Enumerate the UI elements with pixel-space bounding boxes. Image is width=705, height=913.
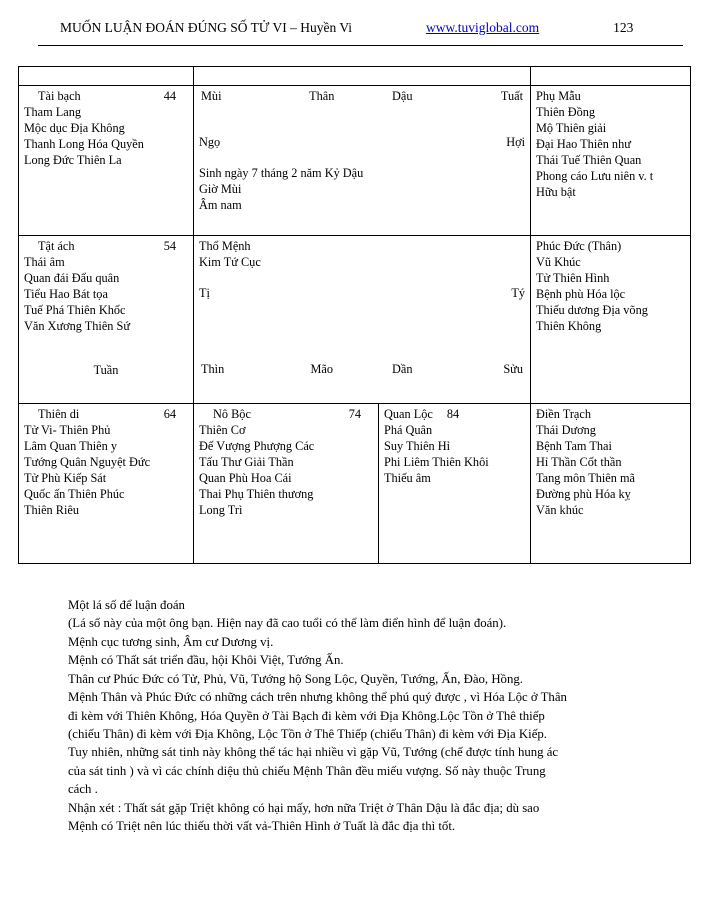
palace-quan-loc-line-1: Phá Quân <box>384 422 433 437</box>
palace-dien-trach-line-3: Hỉ Thần Cốt thần <box>536 454 622 469</box>
commentary-line-1: Một lá số để luận đoán <box>68 598 185 612</box>
branch-mao: Mão <box>310 361 334 376</box>
tuan-marker: Tuần <box>93 362 119 377</box>
birth-date-line: Sinh ngày 7 tháng 2 năm Kỷ Dậu <box>199 165 364 180</box>
chart-top-strip <box>19 67 691 86</box>
palace-quan-loc-line-2: Suy Thiên Hỉ <box>384 438 451 453</box>
birth-hour-line: Giờ Mùi <box>199 181 242 196</box>
palace-tai-bach-line-1: Tham Lang <box>24 104 82 119</box>
palace-tai-bach-line-2: Mộc dục Địa Không <box>24 120 125 135</box>
palace-phu-mau-name: Phụ Mẫu <box>536 89 581 103</box>
top-strip-cell-3 <box>531 67 691 86</box>
branch-ngo: Ngọ <box>199 134 221 149</box>
commentary-line-12: Nhận xét : Thất sát gặp Triệt không có hại mấy, hơn nữa Triệt ở Thân Dậu là đắc địa; dù sao <box>68 800 540 815</box>
chart-row-3 <box>19 404 691 564</box>
commentary-line-13: Mệnh có Triệt nên lúc thiếu thời vất vả-Thiên Hình ở Tuất là đắc địa thì tốt. <box>68 819 456 834</box>
header-title: MUỐN LUẬN ĐOÁN ĐÚNG SỐ TỬ VI – Huyền Vi <box>60 20 353 35</box>
palace-tai-bach <box>19 86 194 236</box>
palace-quan-loc-line-3: Phi Liêm Thiên Khôi <box>384 454 489 469</box>
palace-phuc-duc-name: Phúc Đức (Thân) <box>536 239 622 253</box>
palace-no-boc-line-6: Long Trì <box>199 502 243 517</box>
chart-center-mid <box>194 236 531 404</box>
page-header <box>20 20 685 50</box>
palace-thien-di-line-1: Tử Vi- Thiên Phủ <box>24 422 111 437</box>
birth-gender-line: Âm nam <box>199 197 242 212</box>
palace-thien-di-line-3: Tướng Quân Nguyệt Đức <box>24 454 151 469</box>
palace-phuc-duc <box>531 236 691 404</box>
palace-phuc-duc-line-4: Thiếu dương Địa võng <box>536 302 648 317</box>
branch-dau: Dậu <box>392 89 413 103</box>
header-website-link[interactable]: www.tuviglobal.com <box>426 20 540 35</box>
palace-dien-trach-line-4: Tang môn Thiên mã <box>536 470 635 485</box>
palace-quan-loc-num: 84 <box>446 407 460 421</box>
palace-dien-trach-line-6: Văn khúc <box>536 502 584 517</box>
palace-thien-di-line-2: Lâm Quan Thiên y <box>24 438 118 453</box>
palace-quan-loc <box>379 404 531 564</box>
palace-phu-mau-line-3: Đại Hao Thiên như <box>536 136 631 151</box>
palace-tat-ach-num: 54 <box>163 239 176 253</box>
commentary-block <box>68 596 668 835</box>
top-strip-cell-2 <box>194 67 531 86</box>
palace-no-boc-line-4: Quan Phù Hoa Cái <box>199 470 292 485</box>
palace-phu-mau <box>531 86 691 236</box>
branch-than: Thân <box>309 89 335 103</box>
palace-dien-trach-line-2: Bệnh Tam Thai <box>536 438 612 453</box>
palace-phuc-duc-line-3: Bệnh phù Hóa lộc <box>536 286 626 301</box>
commentary-line-9: Tuy nhiên, những sát tinh này không thể tác hại nhiều vì gặp Vũ, Tướng (chế được tính hung ác <box>68 745 559 760</box>
palace-tat-ach <box>19 236 194 404</box>
chart-row-2 <box>19 236 691 404</box>
branch-hoi: Hợi <box>506 134 525 149</box>
chart-center-top <box>194 86 531 236</box>
palace-tat-ach-name: Tật ách <box>38 239 75 253</box>
palace-tat-ach-line-4: Tuế Phá Thiên Khốc <box>24 302 126 317</box>
palace-tat-ach-line-1: Thái âm <box>24 254 65 269</box>
chart-row-1 <box>19 86 691 236</box>
destiny-cuc: Kim Tứ Cục <box>199 254 261 269</box>
palace-no-boc-line-5: Thai Phụ Thiên thương <box>199 486 314 501</box>
palace-thien-di-line-4: Tử Phù Kiếp Sát <box>24 470 107 485</box>
palace-thien-di-num: 64 <box>163 407 176 421</box>
header-divider <box>38 45 683 46</box>
palace-phu-mau-line-6: Hữu bật <box>536 184 576 199</box>
palace-quan-loc-name: Quan Lộc <box>384 407 433 421</box>
palace-dien-trach-line-1: Thái Dương <box>536 422 596 437</box>
palace-tat-ach-line-5: Văn Xương Thiên Sứ <box>24 318 131 333</box>
commentary-line-5: Thân cư Phúc Đức có Tử, Phủ, Vũ, Tướng hộ Song Lộc, Quyền, Tướng, Ấn, Đào, Hồng. <box>68 671 523 686</box>
palace-no-boc-line-1: Thiên Cơ <box>199 422 246 437</box>
palace-phu-mau-line-5: Phong cáo Lưu niên v. t <box>536 168 654 183</box>
palace-tai-bach-name: Tài bạch <box>38 89 81 103</box>
palace-thien-di-line-6: Thiên Riêu <box>24 502 79 517</box>
palace-tat-ach-line-2: Quan đái Đẩu quân <box>24 270 120 285</box>
branch-dan: Dần <box>392 361 413 376</box>
top-strip-cell-1 <box>19 67 194 86</box>
commentary-line-2: (Lá số này của một ông bạn. Hiện nay đã cao tuổi có thể làm điển hình để luận đoán). <box>68 616 507 631</box>
palace-tai-bach-line-3: Thanh Long Hóa Quyền <box>24 136 144 151</box>
destiny-element: Thổ Mệnh <box>199 239 251 253</box>
palace-phu-mau-line-4: Thái Tuế Thiên Quan <box>536 152 642 167</box>
palace-thien-di-line-5: Quốc ấn Thiên Phúc <box>24 486 125 501</box>
commentary-line-8: (chiếu Thân) đi kèm với Địa Không, Lộc Tồn ở Thê Thiếp (chiếu Thân) đi kèm với Địa Kiếp. <box>68 726 547 741</box>
palace-thien-di-name: Thiên di <box>38 407 80 421</box>
palace-no-boc-num: 74 <box>348 407 361 421</box>
commentary-line-11: cách . <box>68 782 98 797</box>
branch-ti: Tị <box>199 285 210 300</box>
commentary-line-3: Mệnh cục tương sinh, Âm cư Dương vị. <box>68 634 274 649</box>
palace-dien-trach <box>531 404 691 564</box>
branch-mui: Mùi <box>201 89 222 103</box>
center-branches-mid <box>199 135 525 151</box>
branch-thin: Thìn <box>201 361 225 376</box>
palace-quan-loc-line-4: Thiếu âm <box>384 470 431 485</box>
branch-tuat: Tuất <box>500 89 523 103</box>
branch-suu: Sửu <box>503 361 523 376</box>
palace-phuc-duc-line-5: Thiên Không <box>536 318 602 333</box>
palace-phuc-duc-line-1: Vũ Khúc <box>536 254 581 269</box>
tuvi-chart <box>18 66 691 564</box>
palace-no-boc-line-3: Tấu Thư Giải Thần <box>199 454 294 469</box>
palace-phu-mau-line-2: Mộ Thiên giải <box>536 120 607 135</box>
palace-thien-di <box>19 404 194 564</box>
palace-no-boc <box>194 404 379 564</box>
commentary-line-7: đi kèm với Thiên Không, Hóa Quyền ở Tài Bạch đi kèm với Địa Không.Lộc Tồn ở Thê thiếp <box>68 708 545 723</box>
branch-ty: Tý <box>511 285 525 300</box>
palace-dien-trach-name: Điền Trạch <box>536 407 591 421</box>
commentary-line-10: của sát tinh ) và vì các chính diệu thủ chiếu Mệnh Thân đều miếu vượng. Số này thuộc Trung <box>68 763 546 778</box>
palace-no-boc-line-2: Đế Vượng Phượng Các <box>199 438 315 453</box>
palace-dien-trach-line-5: Đường phù Hóa kỵ <box>536 486 631 501</box>
palace-phu-mau-line-1: Thiên Đồng <box>536 104 596 119</box>
palace-tai-bach-num: 44 <box>163 89 176 103</box>
palace-tat-ach-line-3: Tiểu Hao Bát tọa <box>24 286 108 301</box>
center-branches-bottom <box>199 362 525 378</box>
center-branches-top <box>199 89 525 105</box>
palace-no-boc-name: Nô Bộc <box>213 407 251 421</box>
center-branches-low <box>199 286 525 302</box>
commentary-line-4: Mệnh có Thất sát triển đầu, hội Khôi Việt, Tướng Ấn. <box>68 653 344 668</box>
palace-phuc-duc-line-2: Tử Thiên Hình <box>536 270 610 285</box>
page-number: 123 <box>613 20 634 35</box>
palace-tai-bach-line-4: Long Đức Thiên La <box>24 152 122 167</box>
commentary-line-6: Mệnh Thân và Phúc Đức có những cách trên nhưng không thể phú quý được , vì Hóa Lộc ở Thân <box>68 690 567 705</box>
